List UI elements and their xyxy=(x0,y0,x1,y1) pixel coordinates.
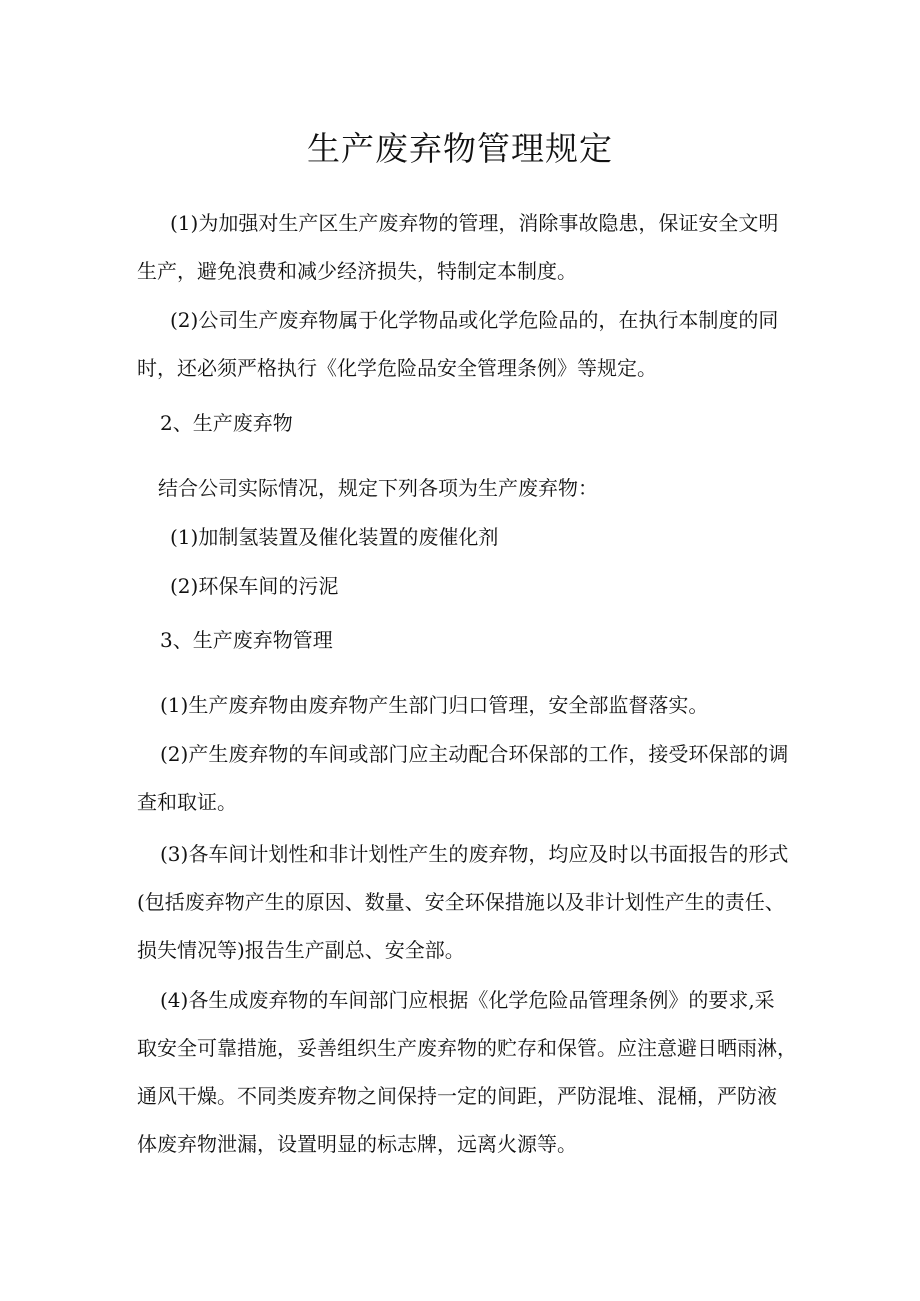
section-3-item-2-line-1: (2)产生废弃物的车间或部门应主动配合环保部的工作，接受环保部的调 xyxy=(160,742,789,766)
section-3-item-4-line-2: 取安全可靠措施，妥善组织生产废弃物的贮存和保管。应注意避日晒雨淋， xyxy=(137,1036,797,1060)
paragraph-1-line-2: 生产，避免浪费和减少经济损失，特制定本制度。 xyxy=(137,259,577,283)
section-3-item-2-line-2: 查和取证。 xyxy=(137,790,237,814)
paragraph-2-line-2: 时，还必须严格执行《化学危险品安全管理条例》等规定。 xyxy=(137,356,657,380)
section-3-item-3-line-1: (3)各车间计划性和非计划性产生的废弃物，均应及时以书面报告的形式 xyxy=(160,842,789,866)
section-2-item-2: (2)环保车间的污泥 xyxy=(170,574,339,598)
section-2-intro: 结合公司实际情况，规定下列各项为生产废弃物： xyxy=(158,476,598,500)
paragraph-2-line-1: (2)公司生产废弃物属于化学物品或化学危险品的，在执行本制度的同 xyxy=(170,308,779,332)
section-3-item-1: (1)生产废弃物由废弃物产生部门归口管理，安全部监督落实。 xyxy=(160,693,709,717)
paragraph-1-line-1: (1)为加强对生产区生产废弃物的管理，消除事故隐患，保证安全文明 xyxy=(170,211,779,235)
section-2-heading: 2、生产废弃物 xyxy=(160,411,293,435)
section-3-item-4-line-4: 体废弃物泄漏，设置明显的标志牌，远离火源等。 xyxy=(137,1132,577,1156)
section-3-heading: 3、生产废弃物管理 xyxy=(160,628,333,652)
section-3-item-3-line-2: (包括废弃物产生的原因、数量、安全环保措施以及非计划性产生的责任、 xyxy=(137,890,785,914)
document-title: 生产废弃物管理规定 xyxy=(307,129,613,168)
section-2-item-1: (1)加制氢装置及催化装置的废催化剂 xyxy=(170,525,499,549)
section-3-item-4-line-1: (4)各生成废弃物的车间部门应根据《化学危险品管理条例》的要求,采 xyxy=(160,988,775,1012)
section-3-item-3-line-3: 损失情况等)报告生产副总、安全部。 xyxy=(137,938,465,962)
section-3-item-4-line-3: 通风干燥。不同类废弃物之间保持一定的间距，严防混堆、混桶，严防液 xyxy=(137,1084,777,1108)
